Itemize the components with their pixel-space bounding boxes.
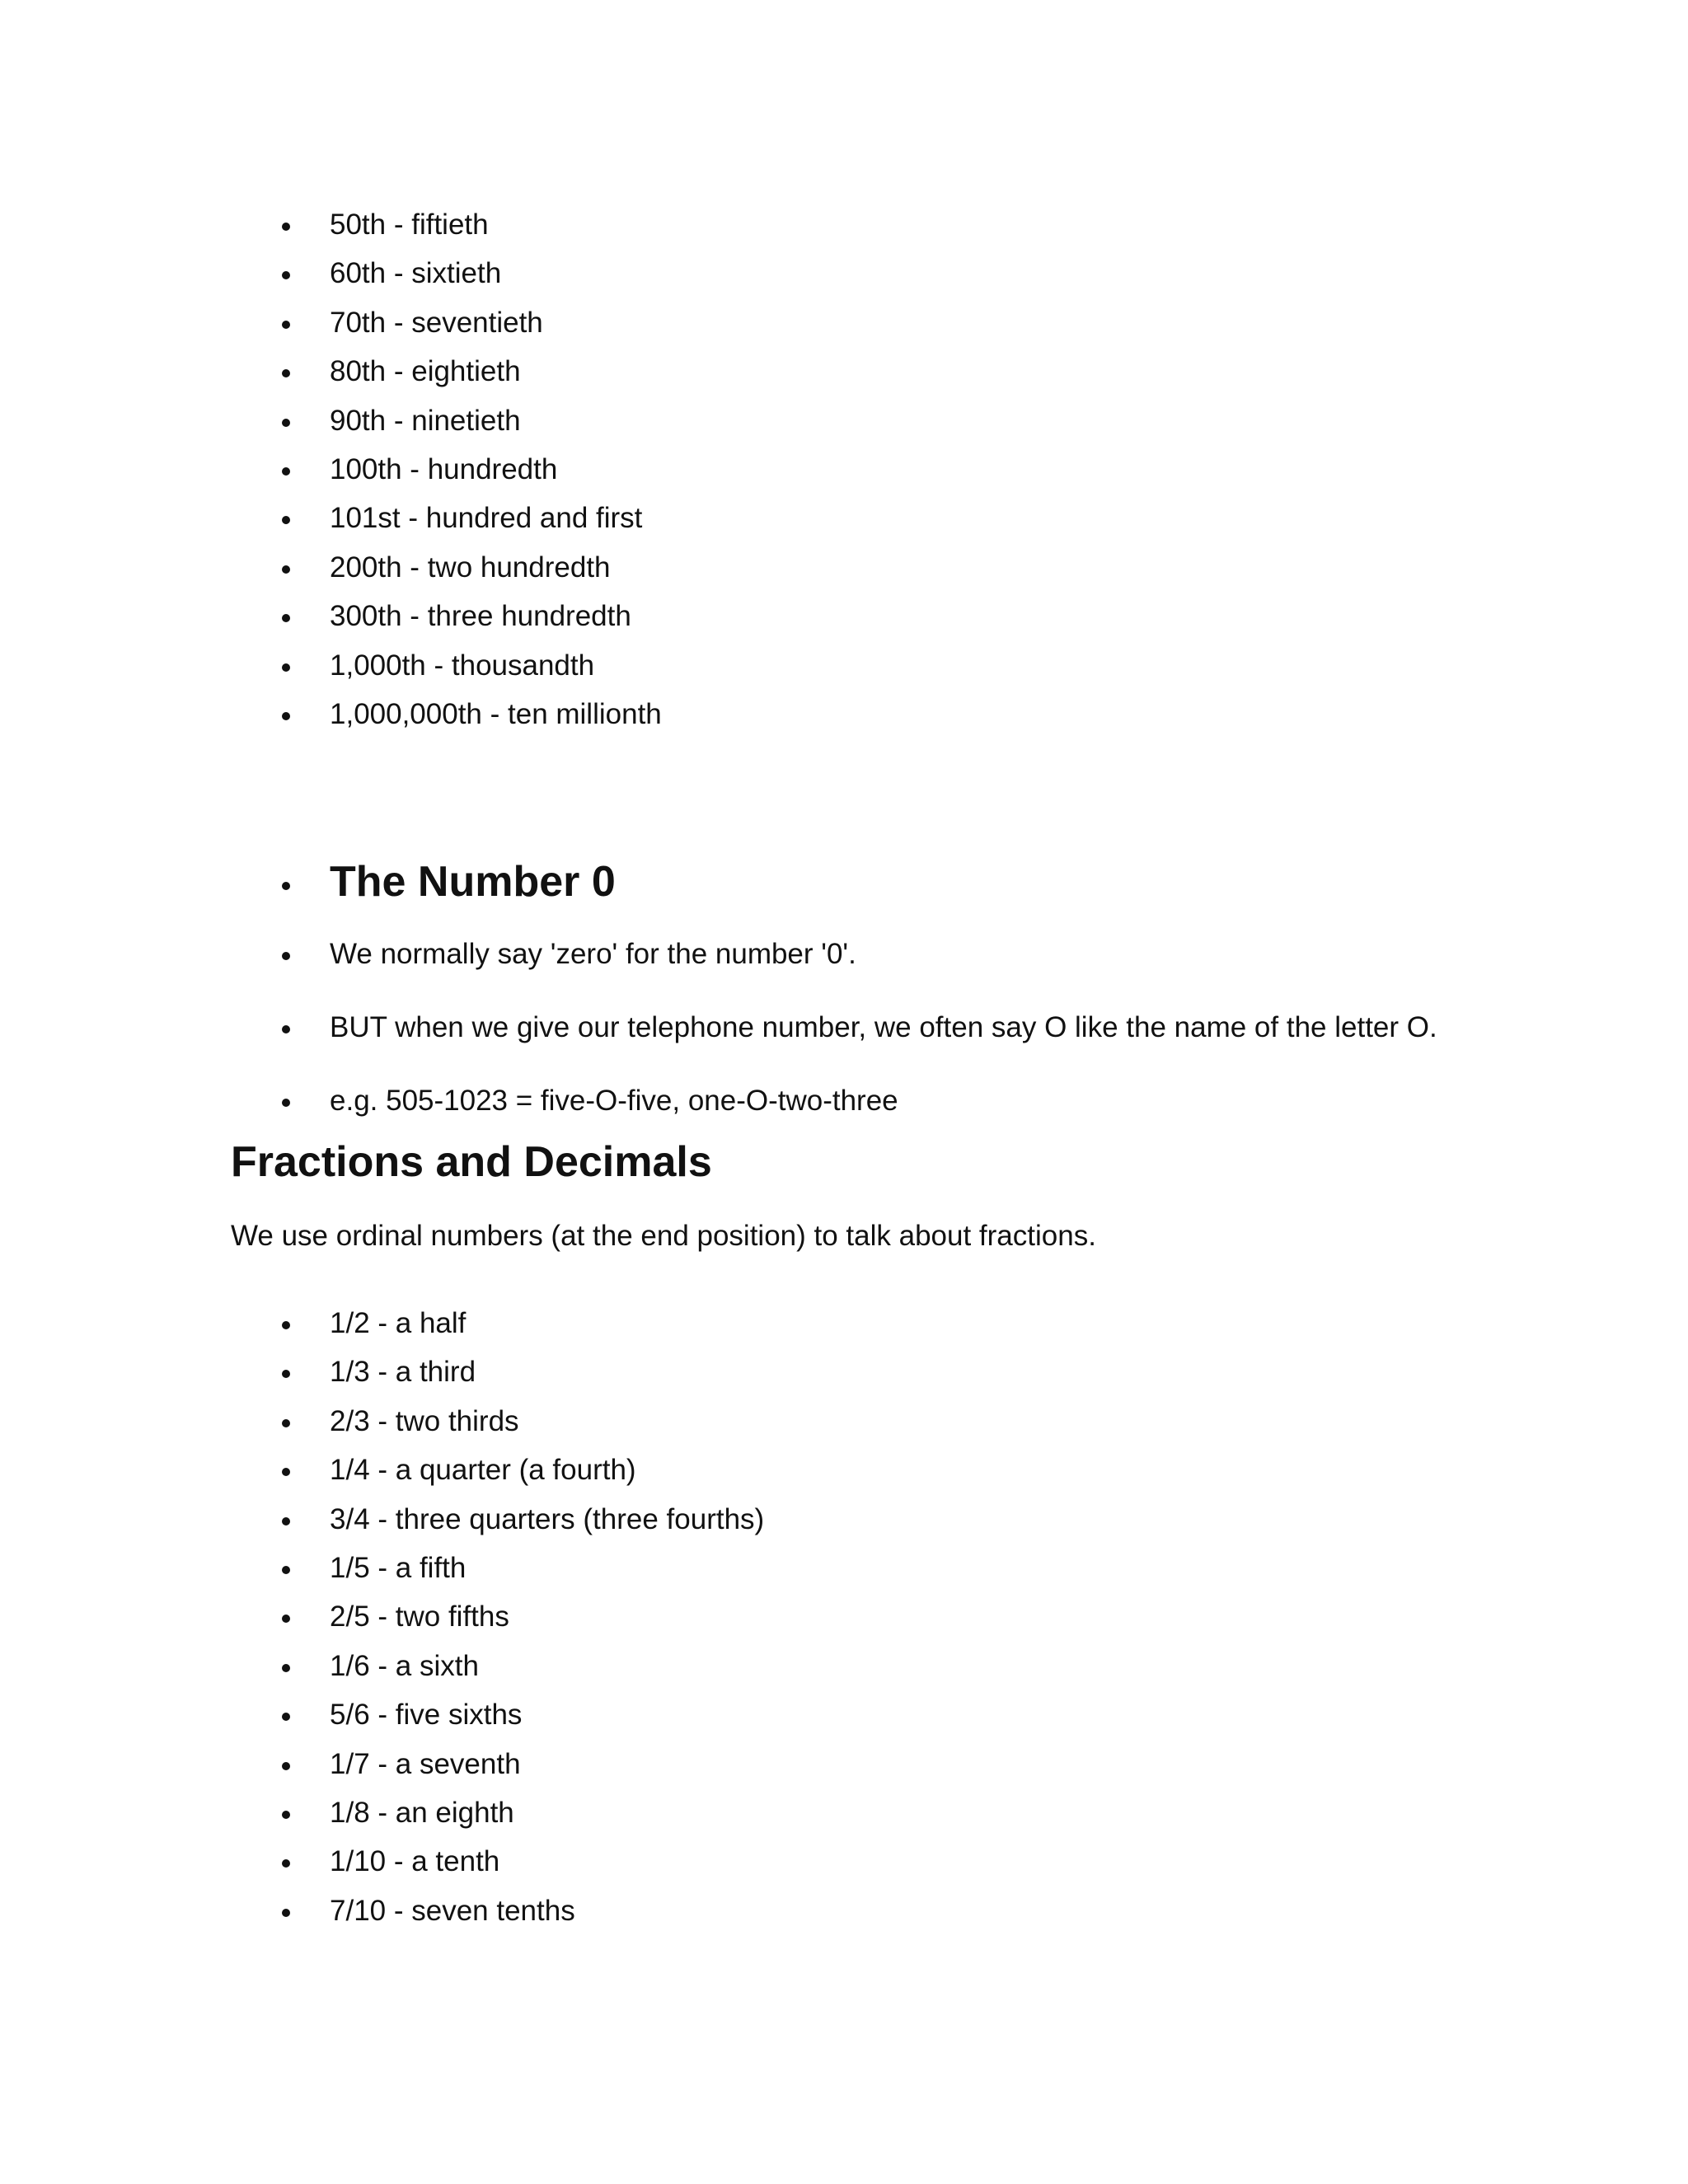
list-item: 1/6 - a sixth (231, 1650, 1523, 1699)
zero-list-block (231, 938, 1523, 1158)
list-item: 70th - seventieth (231, 307, 1523, 355)
list-item: 200th - two hundredth (231, 551, 1523, 600)
list-item: 2/3 - two thirds (231, 1405, 1523, 1454)
bullet-icon (282, 882, 290, 890)
ordinal-list (231, 209, 1523, 747)
bullet-icon (282, 1468, 290, 1476)
bullet-icon (282, 1370, 290, 1378)
list-item: 1/7 - a seventh (231, 1748, 1523, 1797)
bullet-icon (282, 516, 290, 524)
zero-list (231, 938, 1523, 1158)
list-item: 1/2 - a half (231, 1307, 1523, 1356)
list-item: 1/3 - a third (231, 1356, 1523, 1404)
bullet-icon (282, 614, 290, 622)
bullet-icon (282, 1811, 290, 1819)
bullet-icon (282, 1099, 290, 1107)
bullet-icon (282, 1025, 290, 1033)
list-item: 101st - hundred and first (231, 502, 1523, 551)
list-item: e.g. 505-1023 = five-O-five, one-O-two-three (231, 1085, 1523, 1158)
bullet-icon (282, 271, 290, 279)
bullet-icon (282, 1909, 290, 1917)
bullet-icon (282, 369, 290, 377)
bullet-icon (282, 1321, 290, 1329)
bullet-icon (282, 1859, 290, 1868)
list-item: 1/8 - an eighth (231, 1797, 1523, 1845)
list-item: 50th - fiftieth (231, 209, 1523, 257)
list-item: 3/4 - three quarters (three fourths) (231, 1503, 1523, 1552)
list-item: 1/4 - a quarter (a fourth) (231, 1454, 1523, 1502)
list-item: 1,000,000th - ten millionth (231, 698, 1523, 747)
list-item: 1/5 - a fifth (231, 1552, 1523, 1601)
list-item: 1/10 - a tenth (231, 1845, 1523, 1894)
bullet-icon (282, 663, 290, 672)
list-item: 80th - eightieth (231, 355, 1523, 404)
zero-heading: The Number 0 (231, 857, 616, 907)
bullet-icon (282, 223, 290, 231)
list-item: 60th - sixtieth (231, 257, 1523, 306)
list-item: 100th - hundredth (231, 453, 1523, 502)
bullet-icon (282, 1615, 290, 1623)
list-item: We normally say 'zero' for the number '0'. (231, 938, 1523, 1011)
fractions-list (231, 1307, 1523, 1943)
list-item: BUT when we give our telephone number, we often say O like the name of the letter O. (231, 1011, 1523, 1085)
bullet-icon (282, 952, 290, 960)
list-item: 2/5 - two fifths (231, 1601, 1523, 1649)
bullet-icon (282, 419, 290, 427)
list-item: 5/6 - five sixths (231, 1699, 1523, 1747)
fractions-title: Fractions and Decimals (231, 1138, 712, 1186)
bullet-icon (282, 1762, 290, 1770)
bullet-icon (282, 1517, 290, 1526)
list-item: 90th - ninetieth (231, 405, 1523, 453)
bullet-icon (282, 1419, 290, 1427)
bullet-icon (282, 712, 290, 720)
bullet-icon (282, 467, 290, 476)
bullet-icon (282, 1664, 290, 1672)
bullet-icon (282, 1566, 290, 1574)
bullet-icon (282, 1713, 290, 1721)
list-item: 300th - three hundredth (231, 600, 1523, 649)
bullet-icon (282, 321, 290, 329)
ordinal-list-block (231, 209, 1523, 747)
fractions-list-block (231, 1307, 1523, 1943)
bullet-icon (282, 565, 290, 574)
fractions-intro: We use ordinal numbers (at the end position) to talk about fractions. (231, 1220, 1096, 1252)
list-item: 1,000th - thousandth (231, 649, 1523, 698)
list-item: 7/10 - seven tenths (231, 1895, 1523, 1943)
